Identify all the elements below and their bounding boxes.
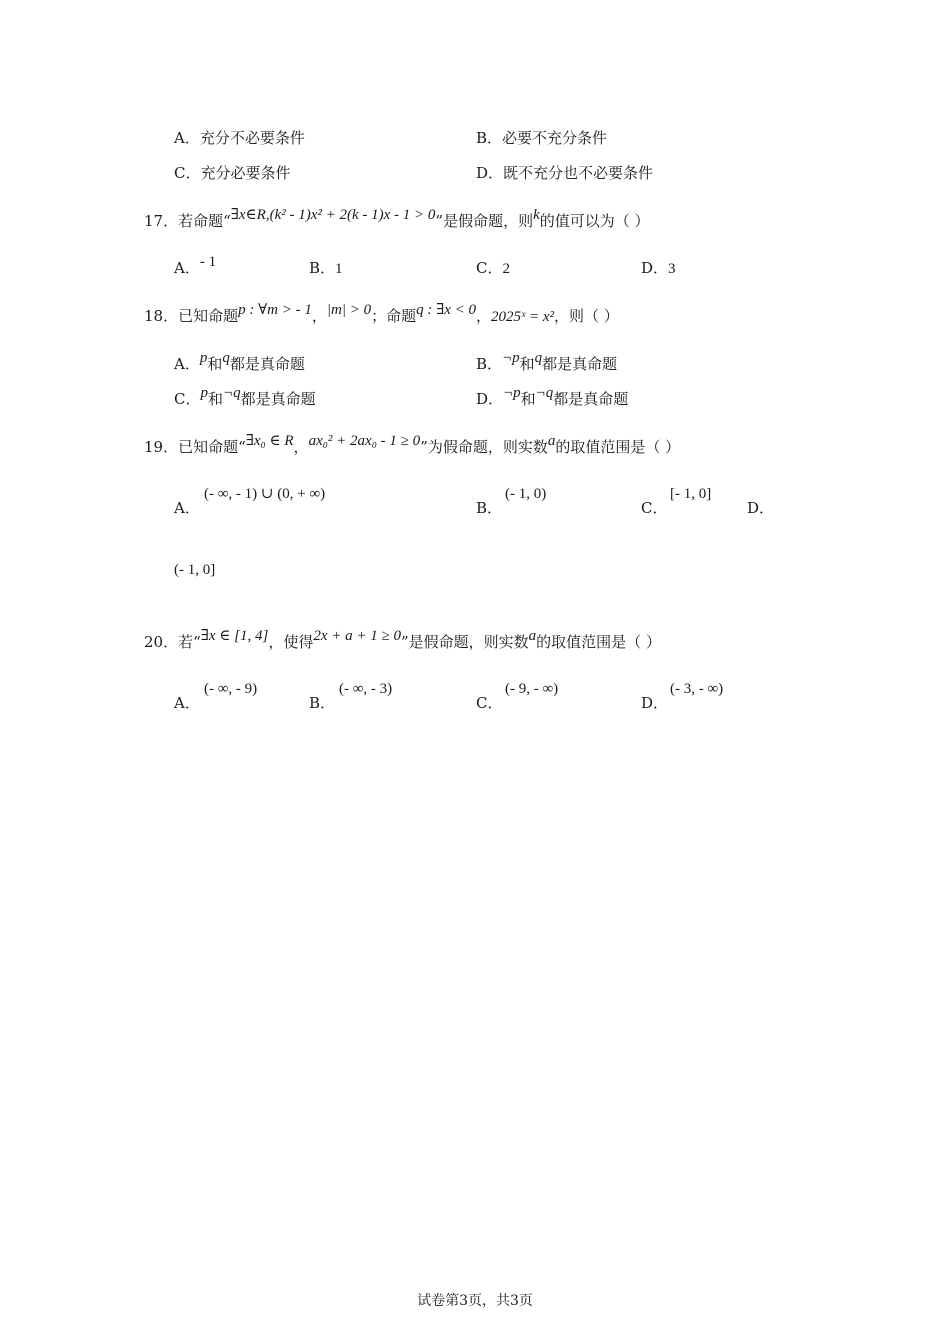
q19-option-b: B．: [476, 499, 503, 517]
q19-number: 19．: [144, 438, 179, 456]
q20-number: 20．: [144, 633, 179, 651]
q19-option-c: C．: [641, 499, 668, 517]
q18-stem: 18．已知命题p : ∀m > - 1，|m| > 0；命题q : ∃x < 0，2025ˣ = x²，则（ ）: [144, 302, 619, 325]
q18-option-a: A．p和q都是真命题: [174, 350, 305, 373]
q18-option-d: D．¬p和¬q都是真命题: [476, 385, 629, 408]
q19-option-d: D．: [747, 499, 775, 517]
q16-option-a: A．充分不必要条件: [174, 129, 305, 147]
q19-option-a: A．: [174, 499, 200, 517]
q20-option-a: A．: [174, 694, 200, 712]
q18-number: 18．: [144, 307, 179, 325]
q16-option-d: D．既不充分也不必要条件: [476, 164, 654, 182]
q20-option-d-value: (- 3, - ∞): [670, 681, 724, 697]
q20-option-a-value: (- ∞, - 9): [204, 681, 258, 697]
q17-formula: ∃x∈R,(k² - 1)x² + 2(k - 1)x - 1 > 0: [230, 207, 436, 223]
q20-option-c: C．: [476, 694, 503, 712]
q17-option-b: B．1: [309, 259, 343, 277]
q19-option-b-value: (- 1, 0): [505, 486, 547, 502]
q16-option-c: C．充分必要条件: [174, 164, 291, 182]
q17-stem: 17．若命题“∃x∈R,(k² - 1)x² + 2(k - 1)x - 1 > 0”是假命题，则k的值可以为（ ）: [144, 207, 650, 230]
q20-option-b-value: (- ∞, - 3): [339, 681, 393, 697]
q19-option-a-value: (- ∞, - 1) ∪ (0, + ∞): [204, 486, 326, 502]
q18-option-b: B．¬p和q都是真命题: [476, 350, 618, 373]
page-footer: 试卷第3页，共3页: [417, 1293, 533, 1309]
q18-option-c: C．p和¬q都是真命题: [174, 385, 316, 408]
q17-number: 17．: [144, 212, 179, 230]
q17-option-c: C．2: [476, 259, 510, 277]
q19-option-c-value: [- 1, 0]: [670, 486, 712, 502]
q19-stem: 19．已知命题“∃x₀ ∈ R，ax₀² + 2ax₀ - 1 ≥ 0”为假命题，则实数a的取值范围是（ ）: [144, 433, 681, 456]
q20-option-c-value: (- 9, - ∞): [505, 681, 559, 697]
q17-option-a: A．- 1: [174, 254, 217, 277]
q17-option-d: D．3: [641, 259, 676, 277]
q19-option-d-value: (- 1, 0]: [174, 562, 216, 578]
q20-option-d: D．: [641, 694, 669, 712]
q20-option-b: B．: [309, 694, 336, 712]
q16-option-b: B．必要不充分条件: [476, 129, 608, 147]
q20-stem: 20．若“∃x ∈ [1, 4]，使得2x + a + 1 ≥ 0”是假命题，则实数a的取值范围是（ ）: [144, 628, 661, 651]
